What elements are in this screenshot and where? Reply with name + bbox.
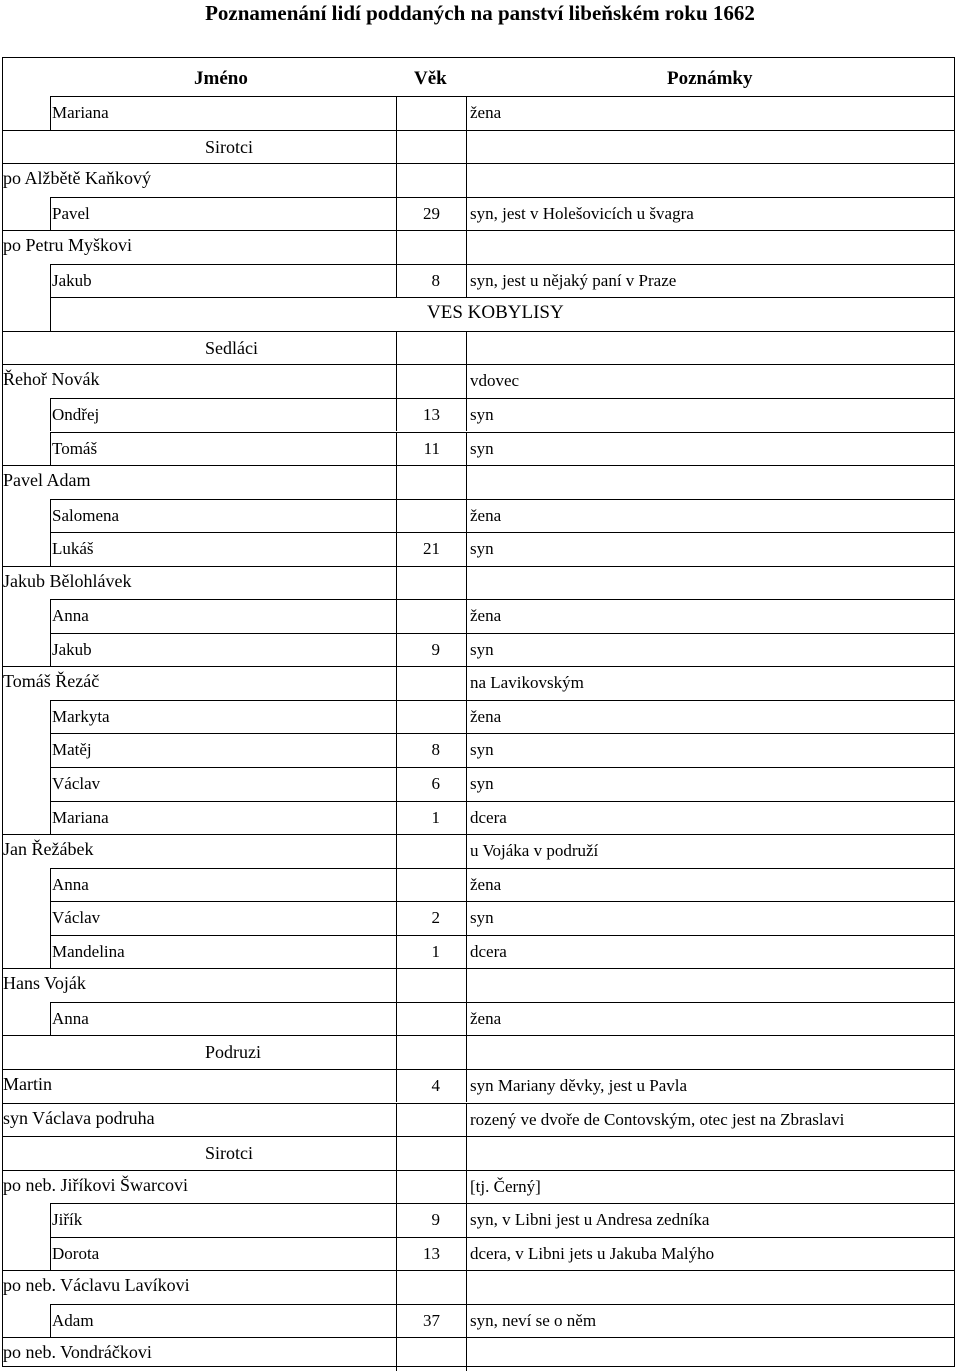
row-divider xyxy=(50,599,954,600)
row-divider xyxy=(50,1203,954,1204)
column-divider xyxy=(396,465,397,499)
column-divider xyxy=(396,532,397,566)
column-divider xyxy=(466,1170,467,1204)
row-divider xyxy=(2,566,954,567)
column-divider xyxy=(466,566,467,600)
person-name: Matěj xyxy=(52,740,92,760)
indent-divider xyxy=(50,901,51,935)
note-text: syn, jest v Holešovicích u švagra xyxy=(470,203,694,223)
column-divider xyxy=(396,968,397,1002)
column-divider xyxy=(466,1270,467,1304)
household-name: Jakub Bělohlávek xyxy=(3,570,132,591)
indent-divider xyxy=(50,767,51,801)
column-divider xyxy=(466,1136,467,1170)
age-value: 8 xyxy=(431,270,440,290)
row-divider xyxy=(2,130,954,131)
village-heading: VES KOBYLISY xyxy=(427,302,564,324)
note-text: u Vojáka v podruží xyxy=(470,841,599,861)
indent-divider xyxy=(50,499,51,533)
person-name: Salomena xyxy=(52,505,120,525)
indent-divider xyxy=(50,700,51,734)
column-divider xyxy=(466,1237,467,1271)
column-divider xyxy=(466,532,467,566)
column-divider xyxy=(396,566,397,600)
note-text: syn xyxy=(470,774,494,793)
household-name: Řehoř Novák xyxy=(3,369,100,390)
age-value: 29 xyxy=(423,203,440,223)
indent-divider xyxy=(50,297,51,331)
person-name: Dorota xyxy=(52,1243,100,1263)
age-value: 1 xyxy=(431,941,440,961)
column-divider xyxy=(466,666,467,700)
column-divider xyxy=(396,633,397,667)
person-name: Mariana xyxy=(52,807,109,827)
column-divider xyxy=(396,1270,397,1304)
note-text: syn xyxy=(470,438,494,458)
age-value: 37 xyxy=(423,1310,440,1330)
age-column-header: Věk xyxy=(414,68,447,89)
household-name: po neb. Vondráčkovi xyxy=(3,1342,152,1363)
row-divider xyxy=(2,163,954,164)
column-divider xyxy=(396,197,397,231)
household-name: Hans Voják xyxy=(3,973,86,994)
column-divider xyxy=(396,901,397,935)
column-divider xyxy=(466,499,467,533)
row-divider xyxy=(2,1069,954,1070)
person-name: Markyta xyxy=(52,706,110,726)
note-text: syn Mariany děvky, jest u Pavla xyxy=(470,1075,688,1095)
age-value: 9 xyxy=(431,639,440,659)
column-divider xyxy=(466,197,467,231)
indent-divider xyxy=(50,1304,51,1338)
column-divider xyxy=(396,1237,397,1271)
age-value: 13 xyxy=(423,404,440,424)
column-divider xyxy=(466,733,467,767)
note-text: syn xyxy=(470,908,494,928)
column-divider xyxy=(466,868,467,902)
row-divider xyxy=(2,968,954,969)
column-divider xyxy=(396,1203,397,1237)
column-divider xyxy=(466,96,467,130)
column-divider xyxy=(466,331,467,365)
note-text: žena xyxy=(470,874,502,894)
column-divider xyxy=(396,700,397,734)
row-divider xyxy=(50,398,954,399)
row-divider xyxy=(50,801,954,802)
page-title: Poznamenání lidí poddaných na panství libeňském roku 1662 xyxy=(205,1,755,25)
age-value: 13 xyxy=(423,1243,440,1263)
note-text: žena xyxy=(470,1008,502,1028)
column-divider xyxy=(396,1170,397,1204)
person-name: Mariana xyxy=(52,103,109,122)
row-divider xyxy=(50,96,954,97)
column-divider xyxy=(466,700,467,734)
household-name: Jan Řežábek xyxy=(3,839,94,860)
indent-divider xyxy=(50,733,51,767)
family-row xyxy=(2,230,956,264)
household-name: po Petru Myškovi xyxy=(3,235,133,256)
row-divider xyxy=(50,197,954,198)
column-divider xyxy=(396,96,397,130)
column-divider xyxy=(466,1203,467,1237)
column-divider xyxy=(396,767,397,801)
column-divider xyxy=(466,599,467,633)
column-divider xyxy=(396,599,397,633)
row-divider xyxy=(2,834,954,835)
column-divider xyxy=(466,364,467,398)
note-text: dcera xyxy=(470,941,507,961)
person-name: Anna xyxy=(52,874,89,894)
row-divider xyxy=(50,297,954,298)
person-name: Lukáš xyxy=(52,539,94,559)
column-divider xyxy=(466,1337,467,1371)
column-divider xyxy=(466,1069,467,1103)
age-value: 9 xyxy=(431,1210,440,1230)
notes-column-header: Poznámky xyxy=(667,68,753,89)
column-divider xyxy=(466,901,467,935)
person-name: Anna xyxy=(52,606,89,626)
row-divider xyxy=(2,1035,954,1036)
note-text: [tj. Černý] xyxy=(470,1176,541,1196)
household-name: syn Václava podruha xyxy=(3,1107,155,1128)
column-divider xyxy=(396,230,397,264)
person-name: Václav xyxy=(52,774,101,793)
column-divider xyxy=(396,331,397,365)
column-divider xyxy=(466,767,467,801)
row-divider xyxy=(2,331,954,332)
group-heading: Podruzi xyxy=(205,1042,261,1063)
row-divider xyxy=(2,465,954,466)
column-divider xyxy=(466,398,467,432)
column-divider xyxy=(396,1002,397,1036)
column-divider xyxy=(466,1304,467,1338)
indent-divider xyxy=(50,868,51,902)
group-row xyxy=(2,331,956,365)
age-value: 4 xyxy=(431,1075,440,1095)
row-divider xyxy=(50,767,954,768)
household-name: Tomáš Řezáč xyxy=(3,671,100,692)
person-name: Václav xyxy=(52,908,101,928)
column-divider xyxy=(396,499,397,533)
row-divider xyxy=(50,935,954,936)
note-text: dcera xyxy=(470,807,507,827)
note-text: žena xyxy=(470,706,502,726)
note-text: rozený ve dvoře de Contovským, otec jest na Zbraslavi xyxy=(470,1109,845,1129)
row-divider xyxy=(2,1337,954,1338)
indent-divider xyxy=(50,432,51,466)
group-row xyxy=(2,1136,956,1170)
note-text: žena xyxy=(470,606,502,626)
household-name: po neb. Jiříkovi Šwarcovi xyxy=(3,1174,188,1195)
row-divider xyxy=(2,230,954,231)
indent-divider xyxy=(50,599,51,633)
column-divider xyxy=(396,1136,397,1170)
person-name: Mandelina xyxy=(52,941,125,961)
note-text: syn xyxy=(470,404,494,424)
column-divider xyxy=(396,264,397,298)
age-value: 6 xyxy=(431,774,440,793)
column-divider xyxy=(396,1103,397,1137)
note-text: dcera, v Libni jets u Jakuba Malýho xyxy=(470,1243,715,1263)
age-value: 1 xyxy=(431,807,440,827)
note-text: na Lavikovským xyxy=(470,673,584,693)
group-row xyxy=(2,130,956,164)
row-divider xyxy=(50,733,954,734)
row-divider xyxy=(2,1136,954,1137)
column-divider xyxy=(396,1069,397,1103)
indent-divider xyxy=(50,264,51,298)
row-divider xyxy=(50,868,954,869)
person-name: Ondřej xyxy=(52,404,100,424)
column-divider xyxy=(466,834,467,868)
household-name: po neb. Václavu Lavíkovi xyxy=(3,1275,190,1296)
person-name: Jiřík xyxy=(52,1210,83,1230)
person-name: Jakub xyxy=(52,639,92,659)
row-divider xyxy=(2,1270,954,1271)
indent-divider xyxy=(50,197,51,231)
household-name: Pavel Adam xyxy=(3,470,91,491)
column-divider xyxy=(396,666,397,700)
column-divider xyxy=(396,163,397,197)
group-heading: Sirotci xyxy=(205,136,253,157)
note-text: syn, jest u nějaký paní v Praze xyxy=(470,270,677,290)
indent-divider xyxy=(50,532,51,566)
row-divider xyxy=(2,666,954,667)
column-divider xyxy=(396,1304,397,1338)
column-divider xyxy=(396,398,397,432)
family-row xyxy=(2,566,956,600)
column-divider xyxy=(466,264,467,298)
person-name: Adam xyxy=(52,1310,94,1330)
person-name: Tomáš xyxy=(52,438,98,458)
group-heading: Sirotci xyxy=(205,1143,253,1164)
row-divider xyxy=(50,432,954,433)
column-divider xyxy=(466,163,467,197)
column-divider xyxy=(466,1002,467,1036)
column-divider xyxy=(466,801,467,835)
row-divider xyxy=(50,1304,954,1305)
person-name: Jakub xyxy=(52,270,92,290)
row-divider xyxy=(50,1002,954,1003)
note-text: žena xyxy=(470,505,502,525)
column-divider xyxy=(396,432,397,466)
note-text: vdovec xyxy=(470,371,520,391)
group-row xyxy=(2,1035,956,1069)
column-divider xyxy=(466,968,467,1002)
indent-divider xyxy=(50,1002,51,1036)
note-text: syn xyxy=(470,539,494,559)
indent-divider xyxy=(50,633,51,667)
row-divider xyxy=(50,633,954,634)
column-divider xyxy=(466,935,467,969)
indent-divider xyxy=(50,935,51,969)
column-divider xyxy=(466,230,467,264)
family-row xyxy=(2,465,956,499)
note-text: syn, neví se o něm xyxy=(470,1310,597,1330)
indent-divider xyxy=(50,801,51,835)
column-divider xyxy=(396,364,397,398)
column-divider xyxy=(396,1337,397,1371)
column-divider xyxy=(396,834,397,868)
column-divider xyxy=(466,633,467,667)
column-divider xyxy=(466,130,467,164)
household-name: po Alžbětě Kaňkový xyxy=(3,168,151,189)
person-name: Anna xyxy=(52,1008,89,1028)
row-divider xyxy=(50,532,954,533)
row-divider xyxy=(50,1237,954,1238)
column-divider xyxy=(396,801,397,835)
column-divider xyxy=(396,1035,397,1069)
age-value: 8 xyxy=(431,740,440,760)
family-row xyxy=(2,968,956,1002)
column-divider xyxy=(396,130,397,164)
age-value: 11 xyxy=(423,438,440,458)
note-text: žena xyxy=(470,103,502,122)
row-divider xyxy=(2,364,954,365)
indent-divider xyxy=(50,398,51,432)
column-divider xyxy=(396,733,397,767)
note-text: syn, v Libni jest u Andresa zedníka xyxy=(470,1210,710,1230)
column-divider xyxy=(466,465,467,499)
household-name: Martin xyxy=(3,1073,52,1094)
row-divider xyxy=(50,901,954,902)
column-divider xyxy=(396,868,397,902)
column-divider xyxy=(396,935,397,969)
row-divider xyxy=(2,1170,954,1171)
group-heading: Sedláci xyxy=(205,337,258,358)
age-value: 21 xyxy=(423,539,440,559)
age-value: 2 xyxy=(431,908,440,928)
row-divider xyxy=(50,700,954,701)
row-divider xyxy=(2,1103,954,1104)
indent-divider xyxy=(50,1237,51,1271)
row-divider xyxy=(50,264,954,265)
name-column-header: Jméno xyxy=(194,68,248,89)
note-text: syn xyxy=(470,740,494,760)
row-divider xyxy=(50,499,954,500)
person-name: Pavel xyxy=(52,203,90,223)
note-text: syn xyxy=(470,639,494,659)
indent-divider xyxy=(50,1203,51,1237)
column-divider xyxy=(466,1103,467,1137)
indent-divider xyxy=(50,96,51,130)
column-divider xyxy=(466,1035,467,1069)
column-divider xyxy=(466,432,467,466)
